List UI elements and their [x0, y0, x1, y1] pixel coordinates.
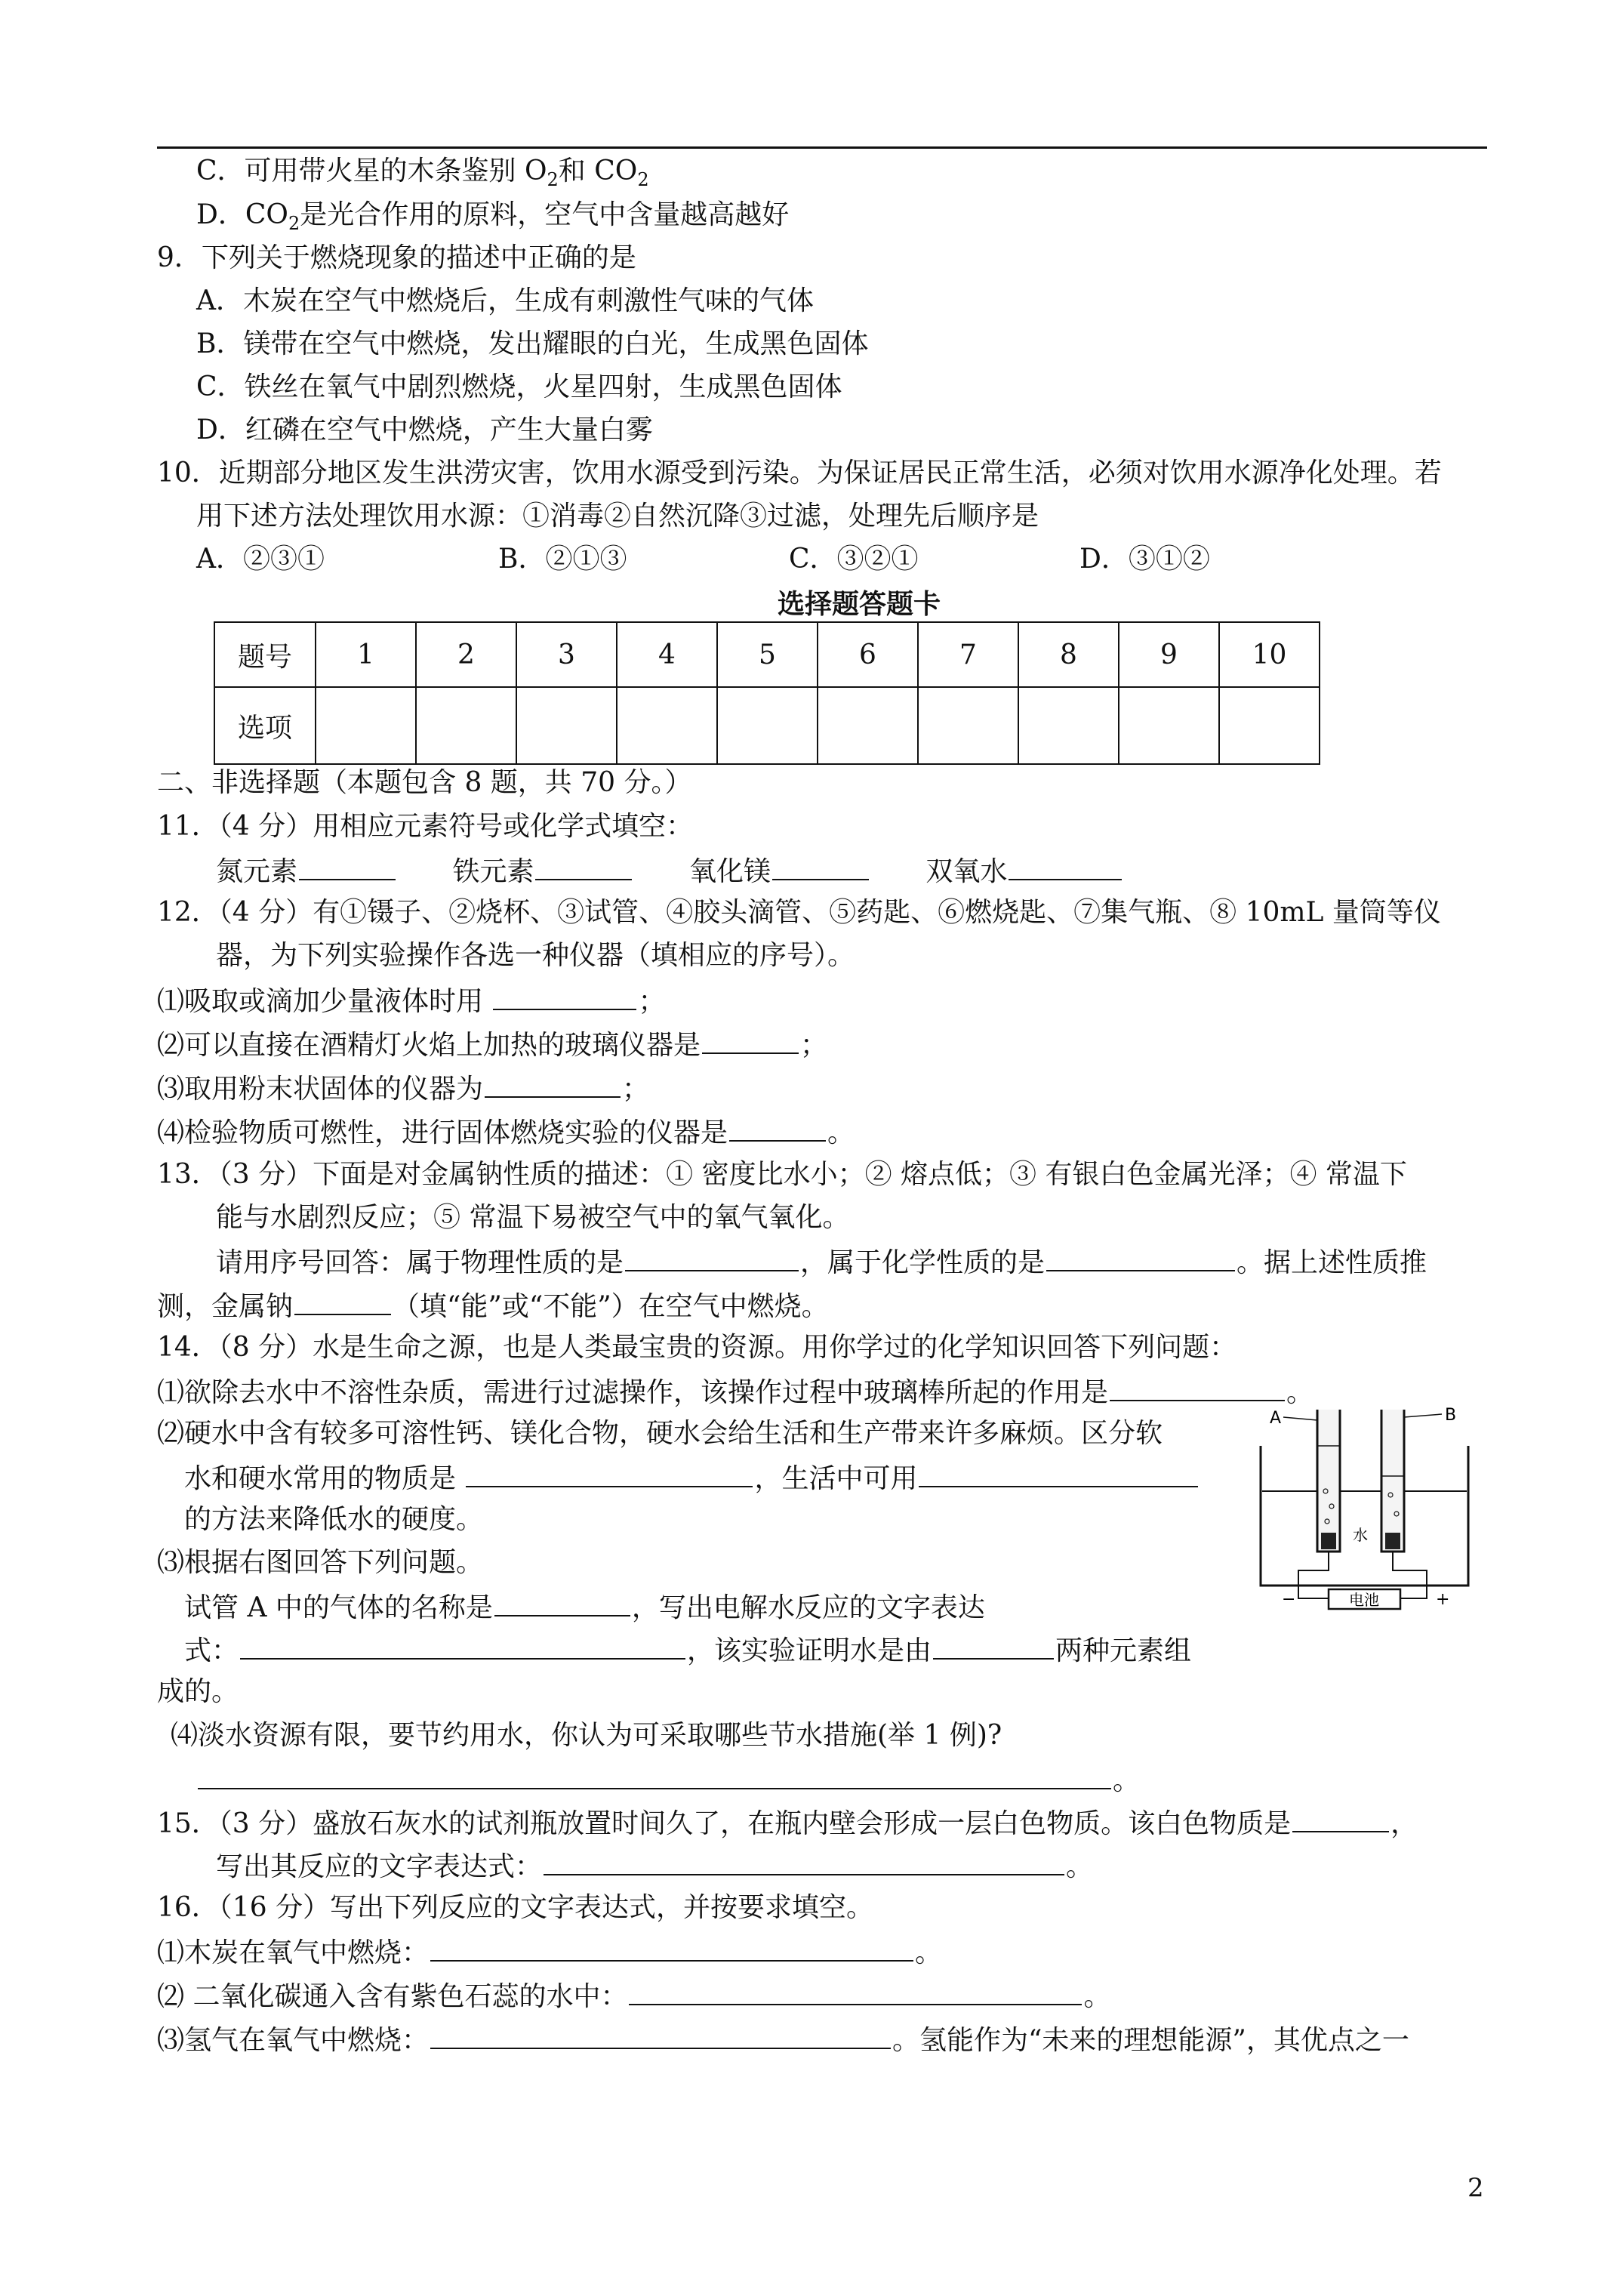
q10-option-d: D．③①② [1079, 544, 1210, 575]
answer-blank[interactable] [1046, 1244, 1235, 1271]
answer-cell[interactable] [416, 687, 516, 764]
electrode-b [1385, 1533, 1400, 1549]
answer-cell[interactable] [1219, 687, 1320, 764]
q9-option-c: C．铁丝在氧气中剧烈燃烧，火星四射，生成黑色固体 [196, 371, 842, 402]
answer-blank[interactable] [485, 1071, 621, 1098]
q12-stem-2: 器，为下列实验操作各选一种仪器（填相应的序号）。 [216, 940, 855, 971]
answer-blank[interactable] [430, 1934, 913, 1962]
test-tube-b [1381, 1410, 1404, 1552]
answer-blank[interactable] [919, 1460, 1198, 1487]
table-row [214, 622, 1320, 687]
answer-blank[interactable] [772, 853, 869, 880]
q10-option-c: C．③②① [789, 544, 919, 575]
answer-cell[interactable] [918, 687, 1018, 764]
minus-sign: − [1282, 1590, 1296, 1609]
answer-blank[interactable] [625, 1244, 799, 1271]
q9-option-a: A．木炭在空气中燃烧后，生成有刺激性气味的气体 [196, 285, 814, 316]
answer-blank[interactable] [466, 1460, 753, 1487]
q10-option-a: A．②③① [196, 544, 325, 575]
answer-card-title: 选择题答题卡 [778, 588, 941, 620]
table-cell-number: 10 [1219, 622, 1320, 687]
section-2-heading: 二、非选择题（本题包含 8 题，共 70 分。） [157, 767, 692, 798]
answer-blank[interactable] [629, 1978, 1082, 2005]
answer-blank[interactable] [494, 1589, 630, 1616]
q15-stem-1: 15．（3 分）盛放石灰水的试剂瓶放置时间久了，在瓶内壁会形成一层白色物质。该白色物质是 ， [157, 1805, 1418, 1841]
answer-blank[interactable] [240, 1632, 685, 1660]
q13-stem-1: 13．（3 分）下面是对金属钠性质的描述：① 密度比水小；② 熔点低；③ 有银白色金属光泽；④ 常温下 [157, 1159, 1407, 1190]
q14-part-3c: 成的。 [157, 1676, 239, 1707]
answer-blank[interactable] [933, 1632, 1054, 1660]
answer-cell[interactable] [617, 687, 717, 764]
q12-part-3: ⑶取用粉末状固体的仪器为 ； [157, 1071, 649, 1106]
q8-option-d: D．$CO_2$是光合作用的原料，空气中含量越高越好 [196, 199, 790, 235]
q14-part-1: ⑴欲除去水中不溶性杂质，需进行过滤操作，该操作过程中玻璃棒所起的作用是 。 [157, 1374, 1313, 1410]
answer-blank[interactable] [544, 1848, 1064, 1875]
q14-part-3b: 式： ，该实验证明水是由 两种元素组 [184, 1632, 1191, 1668]
q14-stem: 14．（8 分）水是生命之源，也是人类最宝贵的资源。用你学过的化学知识回答下列问题： [157, 1332, 1237, 1363]
answer-blank[interactable] [1009, 853, 1122, 880]
q14-part-4: ⑷淡水资源有限，要节约用水，你认为可采取哪些节水措施(举 1 例)? [171, 1720, 1002, 1751]
q11-stem: 11．（4 分）用相应元素符号或化学式填空： [157, 811, 694, 842]
q14-part-3: ⑶根据右图回答下列问题。 [157, 1547, 484, 1578]
q16-part-2: ⑵ 二氧化碳通入含有紫色石蕊的水中： 。 [157, 1978, 1110, 2014]
table-cell-number: 5 [717, 622, 818, 687]
q14-part-4-line: 。 [196, 1762, 1140, 1798]
q16-part-3: ⑶氢气在氧气中燃烧： 。氢能作为“未来的理想能源”，其优点之一 [157, 2022, 1409, 2057]
q13-line-3: 请用序号回答：属于物理性质的是 ，属于化学性质的是 。据上述性质推 [216, 1244, 1427, 1280]
table-cell-number: 8 [1018, 622, 1119, 687]
answer-blank[interactable] [1110, 1374, 1285, 1401]
answer-card-table [214, 621, 1320, 765]
answer-cell[interactable] [717, 687, 818, 764]
electrode-a [1321, 1533, 1336, 1549]
wire-a [1298, 1552, 1329, 1598]
answer-cell[interactable] [1119, 687, 1219, 764]
table-cell-number: 4 [617, 622, 717, 687]
answer-blank[interactable] [299, 853, 396, 880]
header-rule [157, 146, 1487, 149]
label-a: A [1270, 1409, 1282, 1428]
water-trough [1261, 1446, 1468, 1586]
electrolysis-figure [1253, 1401, 1480, 1612]
q8-option-c: C．可用带火星的木条鉴别 $O_2$和 $CO_2$ [196, 156, 649, 191]
leader-a [1283, 1417, 1317, 1420]
answer-cell[interactable] [1018, 687, 1119, 764]
table-cell-number: 9 [1119, 622, 1219, 687]
answer-blank[interactable] [198, 1762, 1111, 1789]
table-cell-number: 7 [918, 622, 1018, 687]
q10-stem-2: 用下述方法处理饮用水源：①消毒②自然沉降③过滤，处理先后顺序是 [196, 501, 1039, 532]
q10-stem-1: 10．近期部分地区发生洪涝灾害，饮用水源受到污染。为保证居民正常生活，必须对饮用水源净化处理。若 [157, 458, 1442, 488]
table-cell-number: 2 [416, 622, 516, 687]
answer-blank[interactable] [430, 2022, 891, 2049]
table-row-label: 选项 [214, 687, 316, 764]
answer-blank[interactable] [702, 1027, 799, 1054]
q12-part-2: ⑵可以直接在酒精灯火焰上加热的玻璃仪器是 ； [157, 1027, 827, 1062]
table-header-label: 题号 [214, 622, 316, 687]
test-tube-a [1317, 1410, 1340, 1552]
q12-part-1: ⑴吸取或滴加少量液体时用 ； [157, 983, 665, 1019]
table-cell-number: 6 [818, 622, 918, 687]
answer-blank[interactable] [493, 983, 636, 1010]
q16-stem: 16．（16 分）写出下列反应的文字表达式，并按要求填空。 [157, 1892, 874, 1923]
table-cell-number: 3 [516, 622, 617, 687]
answer-blank[interactable] [1292, 1805, 1389, 1832]
answer-cell[interactable] [516, 687, 617, 764]
q11-blanks: 氮元素 铁元素 氧化镁 双氧水 [216, 853, 1123, 889]
q12-stem-1: 12．（4 分）有①镊子、②烧杯、③试管、④胶头滴管、⑤药匙、⑥燃烧匙、⑦集气瓶、⑧ 10mL 量筒等仪 [157, 897, 1441, 928]
leader-b [1404, 1414, 1442, 1417]
q14-part-2d: 的方法来降低水的硬度。 [184, 1504, 484, 1535]
q16-part-1: ⑴木炭在氧气中燃烧： 。 [157, 1934, 942, 1970]
answer-blank[interactable] [535, 853, 632, 880]
table-cell-number: 1 [316, 622, 416, 687]
answer-cell[interactable] [818, 687, 918, 764]
answer-blank[interactable] [729, 1114, 826, 1142]
page-number: 2 [1467, 2173, 1484, 2203]
q13-line-4: 测，金属钠 （填“能”或“不能”）在空气中燃烧。 [157, 1288, 829, 1324]
q10-option-b: B．②①③ [498, 544, 627, 575]
q13-stem-2: 能与水剧烈反应；⑤ 常温下易被空气中的氧气氧化。 [216, 1202, 850, 1233]
answer-cell[interactable] [316, 687, 416, 764]
q14-part-2a: ⑵硬水中含有较多可溶性钙、镁化合物，硬水会给生活和生产带来许多麻烦。区分软 [157, 1418, 1163, 1449]
q9-stem: 9．下列关于燃烧现象的描述中正确的是 [157, 242, 636, 273]
label-b: B [1445, 1406, 1457, 1425]
q9-option-b: B．镁带在空气中燃烧，发出耀眼的白光，生成黑色固体 [196, 328, 869, 359]
battery-label: 电池 [1349, 1591, 1379, 1609]
q15-stem-2: 写出其反应的文字表达式： 。 [216, 1848, 1093, 1884]
q14-part-2b: 水和硬水常用的物质是 ，生活中可用 [184, 1460, 1200, 1496]
q14-part-3a: 试管 A 中的气体的名称是 ，写出电解水反应的文字表达 [184, 1589, 985, 1625]
q12-part-4: ⑷检验物质可燃性，进行固体燃烧实验的仪器是 。 [157, 1114, 855, 1150]
q9-option-d: D．红磷在空气中燃烧，产生大量白雾 [196, 415, 653, 445]
water-label: 水 [1353, 1526, 1368, 1544]
answer-blank[interactable] [294, 1288, 391, 1315]
plus-sign: + [1436, 1590, 1450, 1609]
table-row [214, 687, 1320, 764]
